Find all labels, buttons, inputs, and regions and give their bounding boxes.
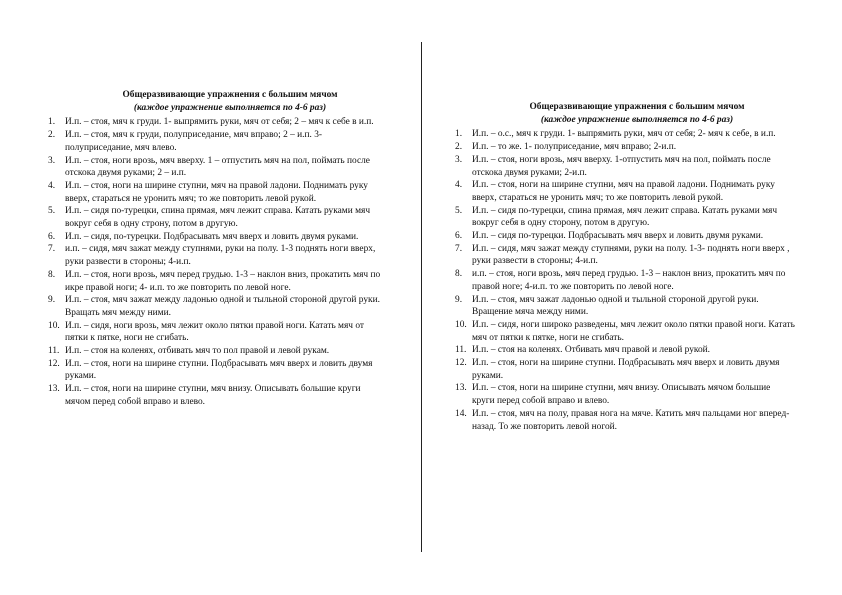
- list-item: [48, 129, 388, 154]
- item-number: 10.: [455, 319, 467, 330]
- item-text: И.п. – сидя по-турецки, спина прямая, мяч лежит справа. Катать руками мяч вокруг себя в одну сторону, потом в другую.: [472, 205, 778, 229]
- item-text: И.п. – стоя, мяч к груди, полуприседание, мяч вправо; 2 – и.п. 3- полуприседание, мяч влево.: [65, 130, 323, 153]
- left-exercise-list: [48, 116, 388, 408]
- item-text: И.п. – стоя, ноги врозь, мяч перед грудью. 1-3 – наклон вниз, прокатить мяч по икре правой ноги; 4- и.п. то же повторить по левой ноге.: [65, 269, 381, 293]
- list-item: [455, 154, 795, 179]
- item-text: И.п. – стоя, ноги врозь, мяч вверху. 1-отпустить мяч на пол, поймать после отскока двумя руками; 2-и.п.: [472, 154, 771, 178]
- item-number: 5.: [48, 206, 56, 217]
- item-text: И.п. – стоя, мяч на полу, правая нога на мяче. Катить мяч пальцами ног вперед-назад. То же повторить левой ногой.: [472, 408, 790, 432]
- list-item: [48, 294, 388, 319]
- item-number: 13.: [48, 384, 60, 395]
- item-number: 6.: [455, 231, 463, 242]
- item-number: 9.: [48, 295, 56, 306]
- item-number: 7.: [48, 244, 56, 255]
- right-exercise-list: [455, 128, 795, 433]
- item-text: И.п. – сидя по-турецки. Подбрасывать мяч вверх и ловить двумя руками.: [472, 231, 764, 242]
- list-item: [455, 294, 795, 319]
- left-subtitle: (каждое упражнение выполняется по 4-6 раз): [133, 102, 327, 113]
- list-item: [455, 344, 795, 357]
- item-text: И.п. – стоя, мяч зажат ладонью одной и тыльной стороной другой руки. Вращение мяча между ними.: [472, 294, 759, 318]
- left-title: Общеразвивающие упражнения с большим мячом: [122, 90, 338, 100]
- list-item: [48, 180, 388, 205]
- list-item: [455, 357, 795, 382]
- list-item: [48, 116, 388, 129]
- item-text: И.п. – сидя, ноги врозь, мяч лежит около пятки правой ноги. Катать мяч от пятки к пятке, ноги не сгибать.: [65, 320, 365, 344]
- item-text: И.п. – стоя, ноги на ширине ступни. Подбрасывать мяч вверх и ловить двумя руками.: [472, 358, 780, 381]
- item-number: 12.: [48, 358, 60, 369]
- item-number: 8.: [455, 269, 463, 280]
- item-number: 3.: [455, 154, 463, 165]
- right-title: Общеразвивающие упражнения с большим мячом: [529, 102, 745, 112]
- item-number: 14.: [455, 408, 467, 419]
- list-item: [48, 155, 388, 180]
- list-item: [455, 141, 795, 154]
- item-text: и.п. – стоя, ноги врозь, мяч перед грудью. 1-3 – наклон вниз, прокатить мяч по правой ноге; 4-и.п. то же повторить по левой ноге.: [472, 269, 786, 292]
- item-number: 3.: [48, 155, 56, 166]
- item-number: 9.: [455, 294, 463, 305]
- item-text: И.п. – о.с., мяч к груди. 1- выпрямить руки, мяч от себя; 2- мяч к себе, в и.п.: [472, 129, 776, 140]
- list-item: [48, 205, 388, 230]
- list-item: [48, 383, 388, 408]
- item-number: 2.: [48, 130, 56, 141]
- right-subtitle: (каждое упражнение выполняется по 4-6 раз): [540, 114, 734, 125]
- item-number: 1.: [455, 129, 463, 140]
- column-divider: [421, 42, 422, 552]
- item-text: И.п. – стоя на коленях. Отбивать мяч правой и левой рукой.: [472, 345, 711, 356]
- item-number: 12.: [455, 358, 467, 369]
- item-number: 11.: [455, 345, 467, 356]
- list-item: [455, 128, 795, 141]
- list-item: [455, 205, 795, 230]
- item-text: И.п. – сидя, по-турецки. Подбрасывать мяч вверх и ловить двумя руками.: [65, 231, 359, 242]
- item-number: 10.: [48, 320, 60, 331]
- item-text: И.п. – стоя, мяч зажат между ладонью одной и тыльной стороной другой руки. Вращать мяч между ними.: [65, 295, 380, 318]
- list-item: [48, 269, 388, 294]
- item-number: 6.: [48, 231, 56, 242]
- item-text: И.п. – стоя на коленях, отбивать мяч то пол правой и левой рукам.: [65, 346, 330, 357]
- item-text: И.п. – сидя, мяч зажат между ступнями, руки на полу. 1-3- поднять ноги вверх , руки развести в стороны; 4-и.п.: [472, 243, 790, 267]
- item-number: 7.: [455, 243, 463, 254]
- list-item: [455, 268, 795, 293]
- list-item: [48, 243, 388, 268]
- item-text: И.п. – стоя, ноги на ширине ступни, мяч на правой ладони. Поднимать руку вверх, стараться не уронить мяч; то же повторить левой рукой.: [65, 180, 368, 204]
- item-number: 2.: [455, 142, 463, 153]
- list-item: [455, 179, 795, 204]
- item-text: И.п. – сидя, ноги широко разведены, мяч лежит около пятки правой ноги. Катать мяч от пятки к пятке, ноги не сгибать.: [472, 319, 795, 343]
- list-item: [455, 243, 795, 268]
- item-text: И.п. – стоя, мяч к груди. 1- выпрямить руки, мяч от себя; 2 – мяч к себе в и.п.: [65, 117, 374, 128]
- right-column: [455, 101, 795, 433]
- item-text: И.п. – стоя, ноги на ширине ступни. Подбрасывать мяч вверх и ловить двумя руками.: [65, 358, 373, 382]
- item-number: 1.: [48, 117, 56, 128]
- list-item: [48, 320, 388, 345]
- item-number: 8.: [48, 269, 56, 280]
- list-item: [48, 345, 388, 358]
- item-text: и.п. – сидя, мяч зажат между ступнями, руки на полу. 1-3 поднять ноги вверх, руки развести в стороны; 4-и.п.: [65, 244, 376, 268]
- list-item: [455, 319, 795, 344]
- list-item: [48, 231, 388, 244]
- left-column: [48, 89, 388, 409]
- item-text: И.п. – стоя, ноги на ширине ступни, мяч внизу. Описывать мячом большие круги перед собой вправо и влево.: [472, 383, 771, 407]
- item-text: И.п. – стоя, ноги врозь, мяч вверху. 1 – отпустить мяч на пол, поймать после отскока двумя руками; 2 – и.п.: [65, 155, 370, 179]
- item-number: 11.: [48, 346, 60, 357]
- list-item: [48, 358, 388, 383]
- list-item: [455, 230, 795, 243]
- item-text: И.п. – то же. 1- полуприседание, мяч вправо; 2-и.п.: [472, 142, 677, 153]
- item-number: 5.: [455, 205, 463, 216]
- item-text: И.п. – стоя, ноги на ширине ступни, мяч внизу. Описывать большие круги мячом перед собой вправо и влево.: [65, 384, 361, 407]
- list-item: [455, 382, 795, 407]
- item-number: 4.: [48, 180, 56, 191]
- item-text: И.п. – стоя, ноги на ширине ступни, мяч на правой ладони. Поднимать руку вверх, стараться не уронить мяч; то же повторить левой рукой.: [472, 180, 775, 203]
- item-number: 4.: [455, 180, 463, 191]
- item-number: 13.: [455, 383, 467, 394]
- item-text: И.п. – сидя по-турецки, спина прямая, мяч лежит справа. Катать руками мяч вокруг себя в одну строну, потом в другую.: [65, 206, 371, 230]
- list-item: [455, 408, 795, 433]
